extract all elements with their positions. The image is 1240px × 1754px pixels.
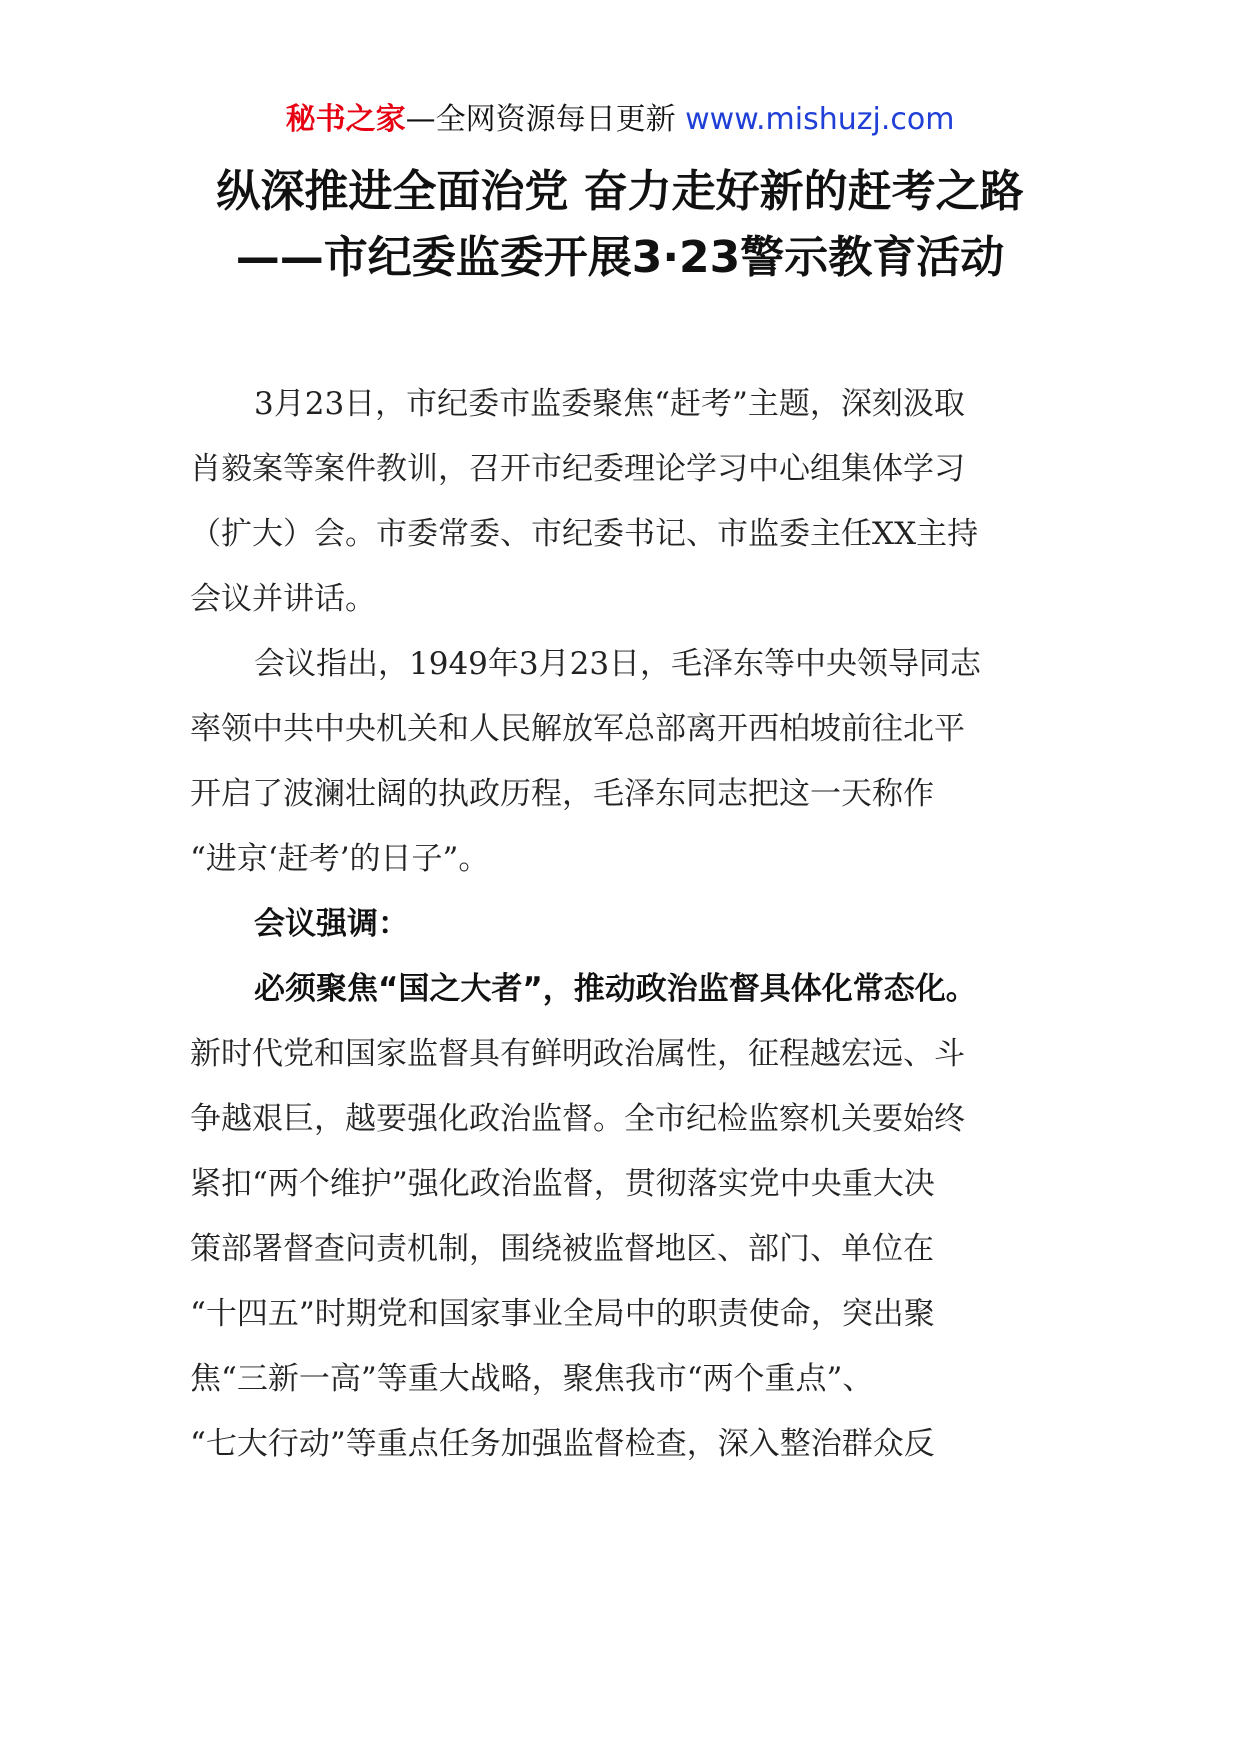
body-line: 争越艰巨，越要强化政治监督。全市纪检监察机关要始终 [190, 1101, 965, 1137]
body-line: 率领中共中央机关和人民解放军总部离开西柏坡前往北平 [190, 711, 965, 747]
body-line: 3月23日，市纪委市监委聚焦“赶考”主题，深刻汲取 [254, 386, 965, 422]
body-line: 策部署督查问责机制，围绕被监督地区、部门、单位在 [190, 1231, 934, 1267]
body-line: 会议指出，1949年3月23日，毛泽东等中央领导同志 [254, 646, 982, 682]
body-line: 会议并讲话。 [190, 581, 376, 617]
body-line: “七大行动”等重点任务加强监督检查，深入整治群众反 [190, 1426, 935, 1462]
body-line: 肖毅案等案件教训，召开市纪委理论学习中心组集体学习 [190, 451, 965, 487]
document-subtitle: ——市纪委监委开展3·23警示教育活动 [235, 232, 1005, 283]
section-heading: 会议强调： [254, 906, 409, 942]
body-line: （扩大）会。市委常委、市纪委书记、市监委主任XX主持 [190, 516, 979, 552]
brand-name: 秘书之家 [285, 102, 406, 137]
body-line: 焦“三新一高”等重大战略，聚焦我市“两个重点”、 [190, 1361, 874, 1397]
document-title: 纵深推进全面治党 奋力走好新的赶考之路 [216, 166, 1024, 217]
header-banner [0, 98, 1240, 142]
website-link[interactable]: www.mishuzj.com [685, 102, 955, 137]
body-line: 紧扣“两个维护”强化政治监督，贯彻落实党中央重大决 [190, 1166, 935, 1202]
body-line: “进京‘赶考’的日子”。 [190, 841, 490, 877]
body-line: 新时代党和国家监督具有鲜明政治属性，征程越宏远、斗 [190, 1036, 965, 1072]
key-point-heading: 必须聚焦“国之大者”，推动政治监督具体化常态化。 [254, 971, 977, 1007]
body-line: 开启了波澜壮阔的执政历程，毛泽东同志把这一天称作 [190, 776, 934, 812]
body-line: “十四五”时期党和国家事业全局中的职责使命，突出聚 [190, 1296, 935, 1332]
document-body [190, 372, 1050, 1477]
header-slogan: —全网资源每日更新 [405, 102, 676, 137]
